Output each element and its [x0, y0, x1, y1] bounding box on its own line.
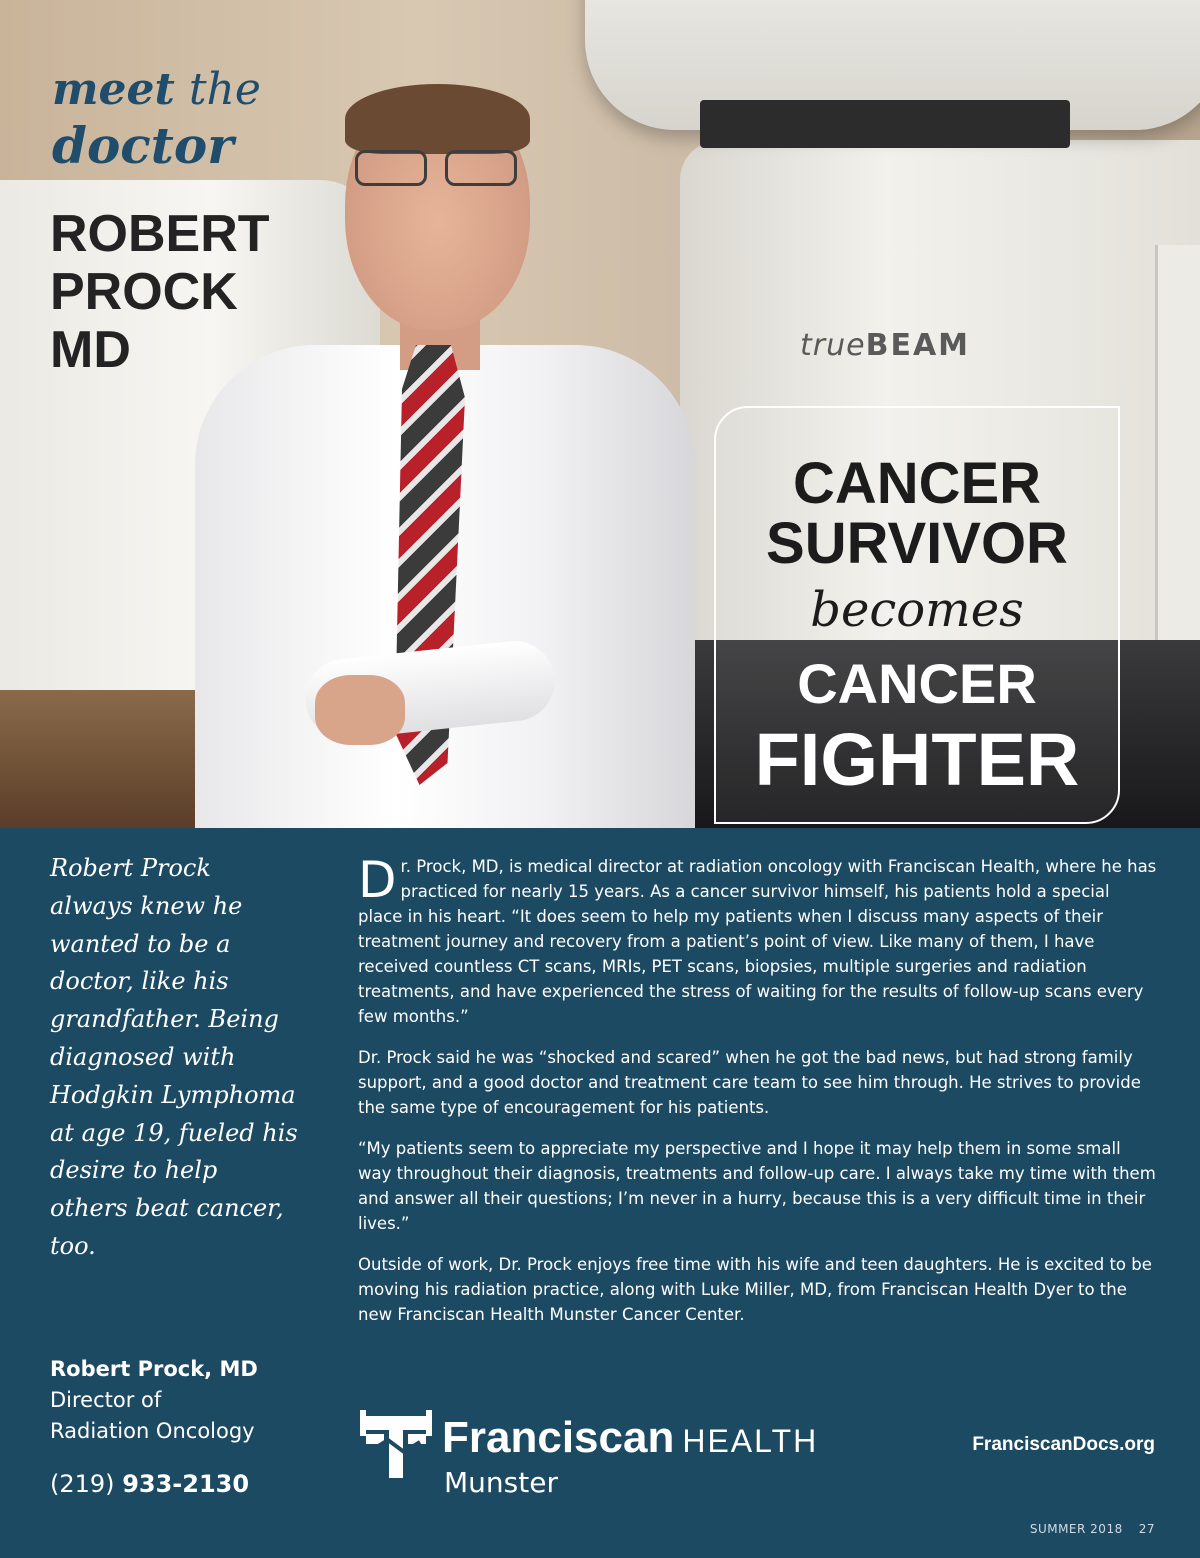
franciscan-health-logo	[360, 1410, 880, 1505]
kicker-the: the	[188, 64, 261, 115]
glasses-icon	[355, 150, 520, 190]
kicker-doctor: doctor	[52, 116, 234, 175]
headline-line-1: CANCER	[792, 451, 1042, 516]
contact-title-line-2: Radiation Oncology	[50, 1419, 255, 1443]
title-line-3: MD	[50, 321, 131, 379]
page-title	[50, 205, 350, 379]
logo-wordmark: Franciscan HEALTH	[442, 1413, 819, 1462]
drop-cap: D	[358, 851, 397, 909]
kicker-meet: meet	[52, 64, 175, 115]
article-paragraph-2: Dr. Prock said he was “shocked and scared” when he got the bad news, but had strong family support, and a good doctor and treatment care team to see him through. He strives to provide the same type of encouragement for his patients.	[358, 1048, 1141, 1117]
pull-quote: Robert Prock always knew he wanted to be a doctor, like his grandfather. Being diagnosed with Hodgkin Lymphoma at age 19, fueled his desire to help others beat cancer, too.	[50, 854, 298, 1260]
doctor-figure	[195, 90, 715, 828]
headline-box	[714, 406, 1120, 824]
headline-line-4: CANCER	[797, 652, 1037, 715]
page-number: 27	[1138, 1522, 1155, 1536]
page-folio	[980, 1522, 1155, 1536]
franciscan-cross-icon	[360, 1410, 432, 1482]
logo-location: Munster	[444, 1466, 558, 1499]
section-kicker	[52, 62, 312, 174]
headline-line-2: SURVIVOR	[766, 511, 1068, 576]
contact-phone[interactable]: (219) 933-2130	[50, 1470, 250, 1498]
article-body	[358, 851, 1158, 1343]
contact-name: Robert Prock, MD	[50, 1357, 258, 1381]
article-paragraph-4: Outside of work, Dr. Prock enjoys free time with his wife and teen daughters. He is excited to be moving his radiation practice, along with Luke Miller, MD, from Franciscan Health Dyer to the new Franciscan Health Munster Cancer Center.	[358, 1255, 1152, 1324]
headline-line-3: becomes	[810, 582, 1024, 638]
title-line-1: ROBERT	[50, 205, 270, 263]
doctor-hair	[345, 84, 530, 154]
contact-block	[50, 1354, 350, 1500]
website-link[interactable]: FranciscanDocs.org	[972, 1434, 1155, 1455]
article-paragraph-1: Dr. Prock, MD, is medical director at radiation oncology with Franciscan Health, where he has practiced for nearly 15 years. As a cancer survivor himself, his patients hold a special place in his heart. “It does seem to help my patients when I discuss many aspects of their treatment journey and recovery from a patient’s point of view. Like many of them, I have received countless CT scans, MRIs, PET scans, biopsies, multiple surgeries and radiation treatments, and have experienced the stress of waiting for the results of follow-up scans every few months.”	[358, 851, 1157, 1026]
machine-gantry-head	[700, 100, 1070, 148]
machine-side-panel	[1155, 245, 1200, 665]
headline-line-5: FIGHTER	[754, 718, 1080, 801]
article-paragraph-3: “My patients seem to appreciate my perspective and I hope it may help them in some small way throughout their diagnosis, treatments and follow-up care. I always take my time with them and answer all their questions; I’m never in a hurry, because this is a very difficult time in their lives.”	[358, 1139, 1156, 1233]
issue-label: SUMMER 2018	[1029, 1522, 1123, 1536]
title-line-2: PROCK	[50, 263, 238, 321]
doctor-hand	[315, 675, 405, 745]
machine-brand-mark: trueBEAM	[800, 328, 971, 363]
contact-title-line-1: Director of	[50, 1388, 162, 1412]
